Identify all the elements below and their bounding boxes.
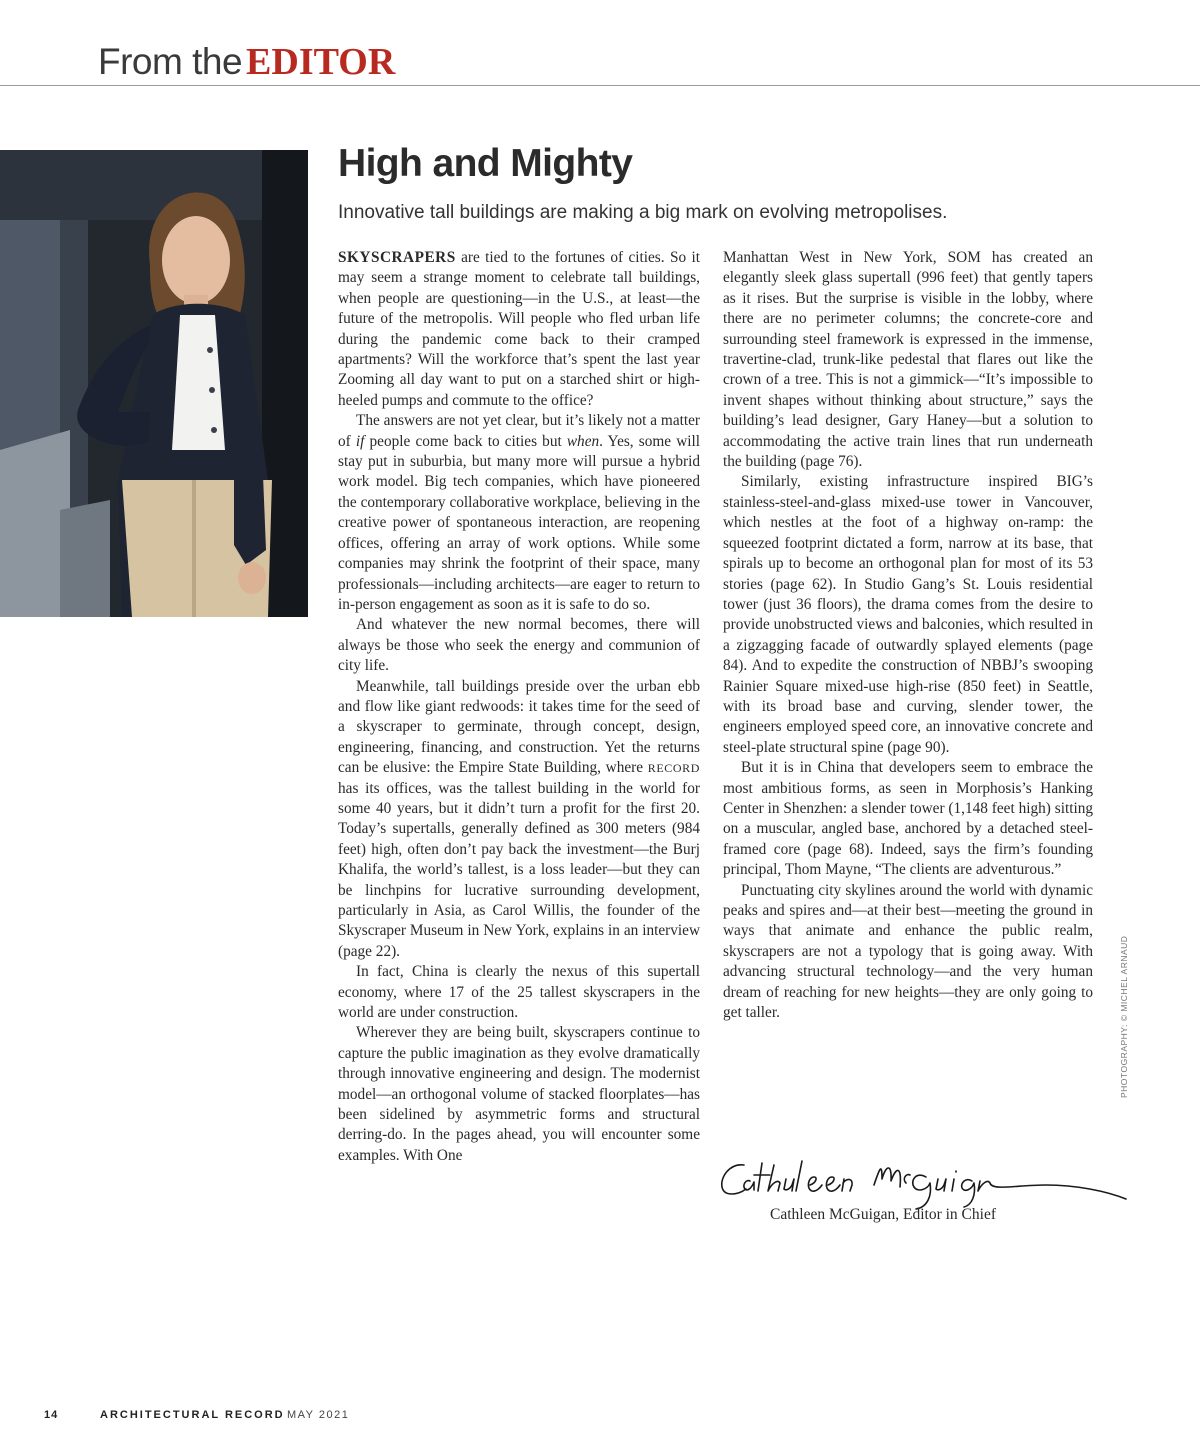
paragraph — [338, 411, 700, 615]
paragraph — [338, 248, 700, 411]
magazine-name-smallcaps: RECORD — [647, 761, 700, 776]
paragraph: Manhattan West in New York, SOM has created an elegantly sleek glass supertall (996 feet) that gently tapers as it rises. But the surprise is visible in the lobby, where there are no perimeter columns; the concrete-core and surrounding steel framework is expressed in the immense, travertine-clad, trunk-like pedestal that flares out like the crown of a tree. This is not a gimmick—“It’s impossible to invent shapes without thinking about structure,” says the building’s lead designer, Gary Haney—but a solution to accommodating the active train lines that run underneath the building (page 76). — [723, 249, 1093, 471]
section-header-editor: EDITOR — [246, 41, 396, 83]
paragraph-text: are tied to the fortunes of cities. So it may seem a strange moment to celebrate tall buildings, when people are questioning—in the U.S., at least—the future of the metropolis. Will people who fled urban life during the pandemic come back to their cramped apartments? Will the workforce that’s spent the last year Zooming all day want to put on a starched shirt or high-heeled pumps and commute to the office? — [338, 249, 700, 409]
magazine-name: ARCHITECTURAL RECORD — [100, 1409, 285, 1421]
emphasis-text: when — [566, 432, 600, 450]
paragraph: But it is in China that developers seem to embrace the most ambitious forms, as seen in Morphosis’s Hanking Center in Shenzhen: a slender tower (1,148 feet high) sitting on a muscular, angled base, anchored by a detached steel-framed core (page 68). Indeed, says the firm’s founding principal, Thom Mayne, “The clients are adventurous.” — [723, 759, 1093, 879]
page-footer — [0, 1409, 1200, 1429]
paragraph-text: has its offices, was the tallest building in the world for some 40 years, but it didn’t turn a profit for the first 20. Today’s supertalls, generally defined as 300 meters (984 feet) high, often don’t pay back the investment—the Burj Khalifa, the world’s tallest, is a loss leader—but they can be linchpins for lucrative surrounding development, particularly in Asia, as Carol Willis, the founder of the Skyscraper Museum in New York, explains in an interview (page 22). — [338, 779, 700, 960]
emphasis-text: if — [355, 432, 365, 450]
paragraph: In fact, China is clearly the nexus of this supertall economy, where 17 of the 25 tallest skyscrapers in the world are under construction. — [338, 963, 700, 1022]
editor-portrait-photo — [0, 150, 308, 617]
header-rule — [0, 85, 1200, 86]
paragraph: And whatever the new normal becomes, there will always be those who seek the energy and communion of city life. — [338, 616, 700, 675]
handwritten-signature — [716, 1155, 1131, 1213]
section-header-from: From the — [98, 41, 243, 82]
page-number: 14 — [44, 1409, 59, 1421]
lead-in-word: SKYSCRAPERS — [338, 249, 456, 266]
paragraph: Wherever they are being built, skyscrapers continue to capture the public imagination as they evolve dramatically through innovative engineering and design. The modernist model—an orthogonal volume of stacked floorplates—has been sidelined by asymmetric forms and structural derring-do. In the pages ahead, you will encounter some examples. With One — [338, 1024, 700, 1164]
article-deck: Innovative tall buildings are making a big mark on evolving metropolises. — [338, 202, 948, 223]
paragraph-text: . Yes, some will stay put in suburbia, but many more will pursue a hybrid work model. Big tech companies, which have pioneered the contemporary collaborative workplace, believing in the creative power of spontaneous interaction, are reopening offices, offering an array of work options. While some companies may shrink the footprint of their space, many professionals—including architects—are eager to return to in-person engagement as soon as it is safe to do so. — [338, 432, 700, 613]
paragraph-text: people come back to cities but — [364, 432, 567, 450]
paragraph: Punctuating city skylines around the world with dynamic peaks and spires and—at their best—meeting the ground in ways that animate and enhance the public realm, skyscrapers are not a typology that is going away. With advancing structural technology—and the very human dream of reaching for new heights—they are only going to get taller. — [723, 881, 1093, 1022]
issue-date: MAY 2021 — [287, 1409, 350, 1421]
article-column-2 — [723, 248, 1093, 1023]
section-header — [98, 40, 395, 84]
article-column-1 — [338, 248, 700, 1166]
paragraph-text: The answers are not yet clear, but it’s likely not a matter of — [338, 412, 700, 450]
photo-credit: PHOTOGRAPHY: © MICHEL ARNAUD — [1119, 935, 1129, 1098]
signature-caption: Cathleen McGuigan, Editor in Chief — [770, 1206, 996, 1223]
paragraph — [338, 677, 700, 963]
article-headline: High and Mighty — [338, 142, 633, 185]
paragraph: Similarly, existing infrastructure inspired BIG’s stainless-steel-and-glass mixed-use tower in Vancouver, which nestles at the foot of a highway on-ramp: the squeezed footprint dictated a form, narrow at its base, that spirals up to become an orthogonal plan for most of its 53 stories (page 62). In Studio Gang’s St. Louis residential tower (just 36 floors), the drama comes from the desire to provide unobstructed views and balconies, which resulted in a zigzagging facade of outwardly splayed elements (page 84). And to expedite the construction of NBBJ’s swooping Rainier Square mixed-use high-rise (850 feet) in Seattle, with its broad base and curving, slender tower, the engineers employed speed core, an innovative concrete and steel-plate structural spine (page 90). — [723, 473, 1093, 756]
paragraph-text: Meanwhile, tall buildings preside over the urban ebb and flow like giant redwoods: it takes time for the seed of a skyscraper to germinate, through concept, design, engineering, financing, and construction. Yet the returns can be elusive: the Empire State Building, where — [338, 677, 700, 777]
